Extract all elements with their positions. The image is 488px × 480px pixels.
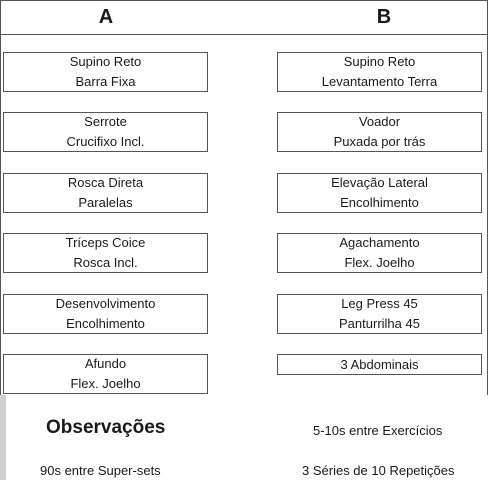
exercise-name: Levantamento Terra — [321, 74, 438, 89]
column-a-header: A — [98, 6, 114, 28]
exercise-box-b-4 — [277, 233, 482, 273]
exercise-name: Voador — [358, 114, 401, 129]
exercise-name: Flex. Joelho — [344, 255, 415, 270]
exercise-box-a-1 — [3, 52, 208, 92]
exercise-box-a-4 — [3, 233, 208, 273]
exercise-box-a-3 — [3, 173, 208, 213]
exercise-name: Desenvolvimento — [55, 296, 156, 311]
exercise-name: Barra Fixa — [75, 74, 136, 89]
exercise-box-a-2 — [3, 112, 208, 152]
column-b-header: B — [376, 6, 392, 28]
exercise-box-b-3 — [277, 173, 482, 213]
frame-left-border — [0, 0, 1, 395]
exercise-name: Agachamento — [339, 235, 420, 250]
exercise-box-b-2 — [277, 112, 482, 152]
observations-title: Observações — [46, 417, 166, 438]
exercise-name: Flex. Joelho — [70, 376, 141, 391]
exercise-name: Rosca Incl. — [73, 255, 138, 270]
note-series-repetitions: 3 Séries de 10 Repetições — [302, 463, 455, 478]
exercise-box-b-5 — [277, 294, 482, 334]
exercise-name: Encolhimento — [340, 195, 419, 210]
frame-left-band — [0, 395, 6, 480]
exercise-name: Encolhimento — [66, 316, 145, 331]
exercise-name: Paralelas — [78, 195, 133, 210]
note-rest-between-exercises: 5-10s entre Exercícios — [313, 423, 443, 438]
note-rest-between-supersets: 90s entre Super-sets — [40, 463, 161, 478]
exercise-box-b-6 — [277, 354, 482, 375]
exercise-name: Supino Reto — [343, 54, 416, 69]
exercise-name: 3 Abdominais — [340, 356, 419, 372]
exercise-name: Supino Reto — [69, 54, 142, 69]
exercise-box-a-6 — [3, 354, 208, 394]
header-divider — [0, 34, 488, 35]
frame-top-border — [0, 0, 488, 1]
exercise-name: Elevação Lateral — [331, 175, 428, 190]
exercise-name: Tríceps Coice — [65, 235, 146, 250]
exercise-name: Rosca Direta — [67, 175, 144, 190]
exercise-box-b-1 — [277, 52, 482, 92]
exercise-name: Panturrilha 45 — [339, 316, 420, 331]
exercise-name: Leg Press 45 — [341, 296, 418, 311]
exercise-box-a-5 — [3, 294, 208, 334]
exercise-name: Puxada por trás — [333, 134, 426, 149]
exercise-name: Afundo — [84, 356, 127, 371]
exercise-name: Crucifixo Incl. — [66, 134, 145, 149]
exercise-name: Serrote — [84, 114, 127, 129]
